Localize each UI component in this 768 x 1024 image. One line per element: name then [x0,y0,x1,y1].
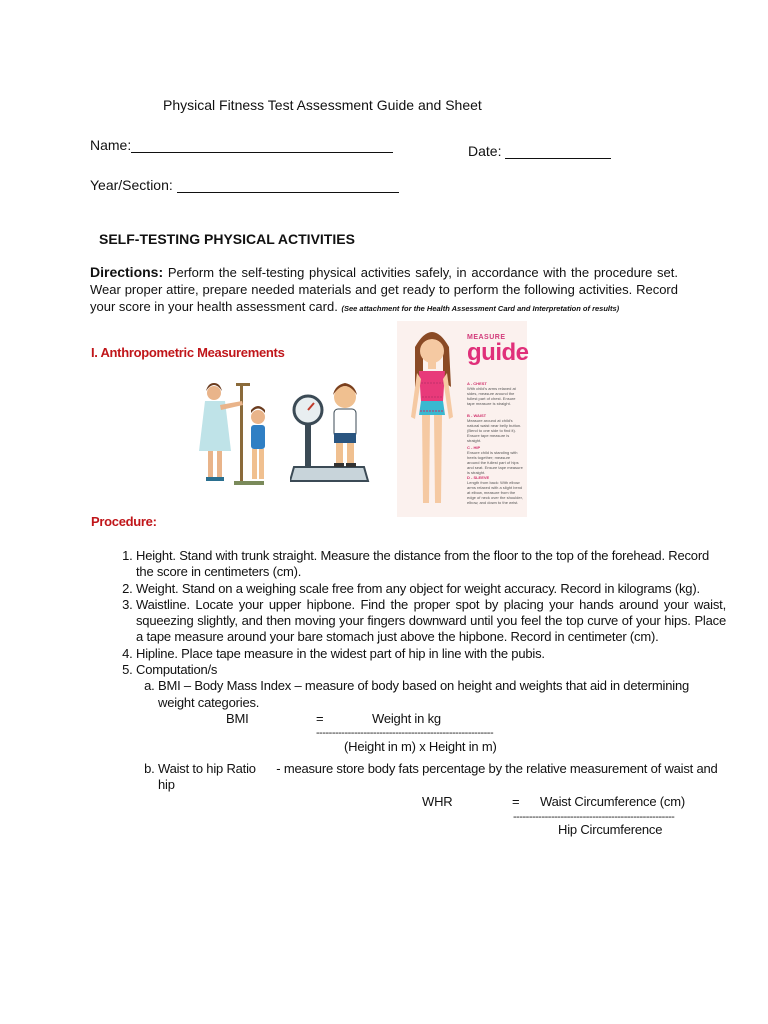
procedure-steps-list [90,548,726,846]
bmi-formula-divider: -------------------------------------------------------- [316,726,494,739]
whr-formula-lhs: WHR [422,793,453,809]
bmi-description: BMI – Body Mass Index – measure of body based on height and weights that aid in determining weight categories. [158,678,690,710]
procedure-step-hipline: 4. Hipline. Place tape measure in the widest part of hip in line with the pubis. [136,646,726,662]
whr-formula [158,794,726,846]
procedure-step-waistline: 3. Waistline. Locate your upper hipbone. Find the proper spot by placing your hands around your waist, squeezing slightly, and then moving your fingers downward until you feel the top curve of your hips. Place a tape measure around your bare stomach just above the hipbone. Record in centimeter (cm). [136,597,726,646]
year-section-blank-line[interactable] [177,178,399,193]
name-field-row [90,137,393,153]
directions-note: (See attachment for the Health Assessment Card and Interpretation of results) [341,304,620,313]
computation-sublist [136,678,726,845]
bmi-formula-numerator: Weight in kg [372,710,441,726]
date-field-row [468,143,611,159]
guide-item-text: Ensure child is standing with heels together; measure around the fullest part of hips and seat. Ensure tape measure is straight. [467,450,523,475]
anthropometric-heading: I. Anthropometric Measurements [91,345,285,360]
date-label: Date: [468,143,502,159]
directions-text: Perform the self-testing physical activities safely, in accordance with the procedure set. Wear proper attire, prepare needed materials and get ready to perform the following activities. Record your score in your health assessment card. [90,265,678,314]
guide-item-label: D - SLEEVE [467,475,490,480]
whr-formula-divider: --------------------------------------------------- [513,810,675,823]
date-blank-line[interactable] [505,144,611,159]
procedure-step-height: 1. Height. Stand with trunk straight. Measure the distance from the floor to the top of the forehead. Record the score in centimeters (cm). [136,548,726,581]
name-blank-line[interactable] [131,138,393,153]
guide-item-label: A - CHEST [467,381,487,386]
bmi-formula-lhs: BMI [226,710,249,726]
whr-formula-numerator: Waist Circumference (cm) [540,793,685,809]
procedure-step-computation [136,662,726,845]
name-label: Name: [90,137,132,153]
girl-figure-illustration [401,327,463,513]
directions-paragraph [90,264,678,317]
height-measurement-illustration [196,375,276,490]
computation-label: Computation/s [136,662,218,678]
whr-formula-equals: = [512,793,520,809]
year-section-label: Year/Section: [90,177,173,193]
guide-item-text: Measure around at child's natural waist near belly button. (Bend to one side to find it). Ensure tape measure is straight. [467,418,522,443]
guide-item [467,445,523,475]
guide-item-label: B - WAIST [467,413,487,418]
bmi-formula-denominator: (Height in m) x Height in m) [344,738,497,754]
whr-description: - measure store body fats percentage by the relative measurement of waist and hip [158,760,718,793]
measure-guide-illustration [397,321,527,517]
bmi-formula [158,711,726,761]
guide-title-label: guide [467,339,529,366]
whr-term: Waist to hip Ratio [158,760,256,776]
guide-item-label: C - HIP [467,445,481,450]
bmi-item [158,678,726,761]
procedure-heading: Procedure: [91,514,157,529]
bmi-formula-equals: = [316,710,324,726]
year-section-field-row [90,177,399,193]
guide-item [467,475,523,505]
guide-measure-label: MEASURE [467,334,506,341]
guide-item-text: With child's arms relaxed at sides, measure around the fullest part of chest. Ensure tape measure is straight. [467,386,516,406]
whr-formula-denominator: Hip Circumference [558,821,663,837]
guide-item [467,413,523,443]
procedure-step-weight: 2. Weight. Stand on a weighing scale free from any object for weight accuracy. Record in kilograms (kg). [136,581,726,597]
section-heading: SELF-TESTING PHYSICAL ACTIVITIES [99,231,355,247]
weighing-scale-illustration [290,375,370,490]
guide-item-text: Length from back: With elbow arms relaxed with a slight bend at elbow, measure from the edge of neck over the shoulder, elbow, and down to the wrist. [467,480,523,505]
document-title: Physical Fitness Test Assessment Guide and Sheet [163,97,482,113]
whr-item [158,761,726,846]
directions-label: Directions: [90,264,164,280]
guide-item [467,381,523,406]
